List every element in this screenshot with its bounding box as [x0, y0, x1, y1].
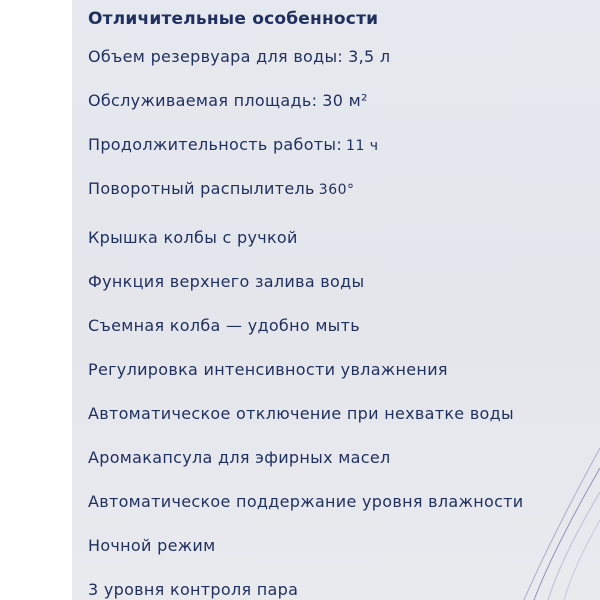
feature-label: Объем резервуара для воды: [88, 47, 344, 66]
feature-label: Обслуживаемая площадь: [88, 91, 318, 110]
decorative-curve [548, 492, 600, 600]
decorative-curve [524, 448, 600, 600]
feature-label: Регулировка интенсивности увлажнения [88, 360, 448, 379]
feature-item [88, 446, 390, 470]
features-panel [72, 0, 600, 600]
feature-label: Автоматическое отключение при нехватке воды [88, 404, 514, 423]
document-title: Отличительные особенности [88, 9, 379, 29]
feature-label: Поворотный распылитель [88, 179, 315, 198]
feature-item [88, 89, 368, 113]
feature-value: 360° [318, 182, 355, 198]
feature-item [88, 402, 514, 426]
decorative-curve [564, 520, 600, 600]
feature-item [88, 133, 379, 158]
feature-label: Крышка колбы с ручкой [88, 228, 298, 247]
decorative-curve [534, 468, 600, 600]
feature-value: 11 ч [346, 138, 379, 154]
feature-label: Съемная колба — удобно мыть [88, 316, 360, 335]
feature-value: 3,5 л [348, 47, 391, 66]
feature-label: 3 уровня контроля пара [88, 580, 299, 599]
feature-item [88, 270, 364, 294]
feature-value: 30 м² [322, 91, 368, 110]
feature-item [88, 358, 448, 382]
feature-item [88, 578, 298, 600]
feature-item [88, 314, 360, 338]
feature-label: Аромакапсула для эфирных масел [88, 448, 391, 467]
feature-item [88, 226, 298, 250]
feature-item [88, 490, 524, 514]
feature-item [88, 177, 355, 202]
feature-item [88, 534, 216, 558]
feature-label: Функция верхнего залива воды [88, 272, 365, 291]
feature-item [88, 45, 390, 69]
feature-label: Ночной режим [88, 536, 216, 555]
feature-label: Автоматическое поддержание уровня влажности [88, 492, 524, 511]
feature-label: Продолжительность работы: [88, 135, 343, 154]
